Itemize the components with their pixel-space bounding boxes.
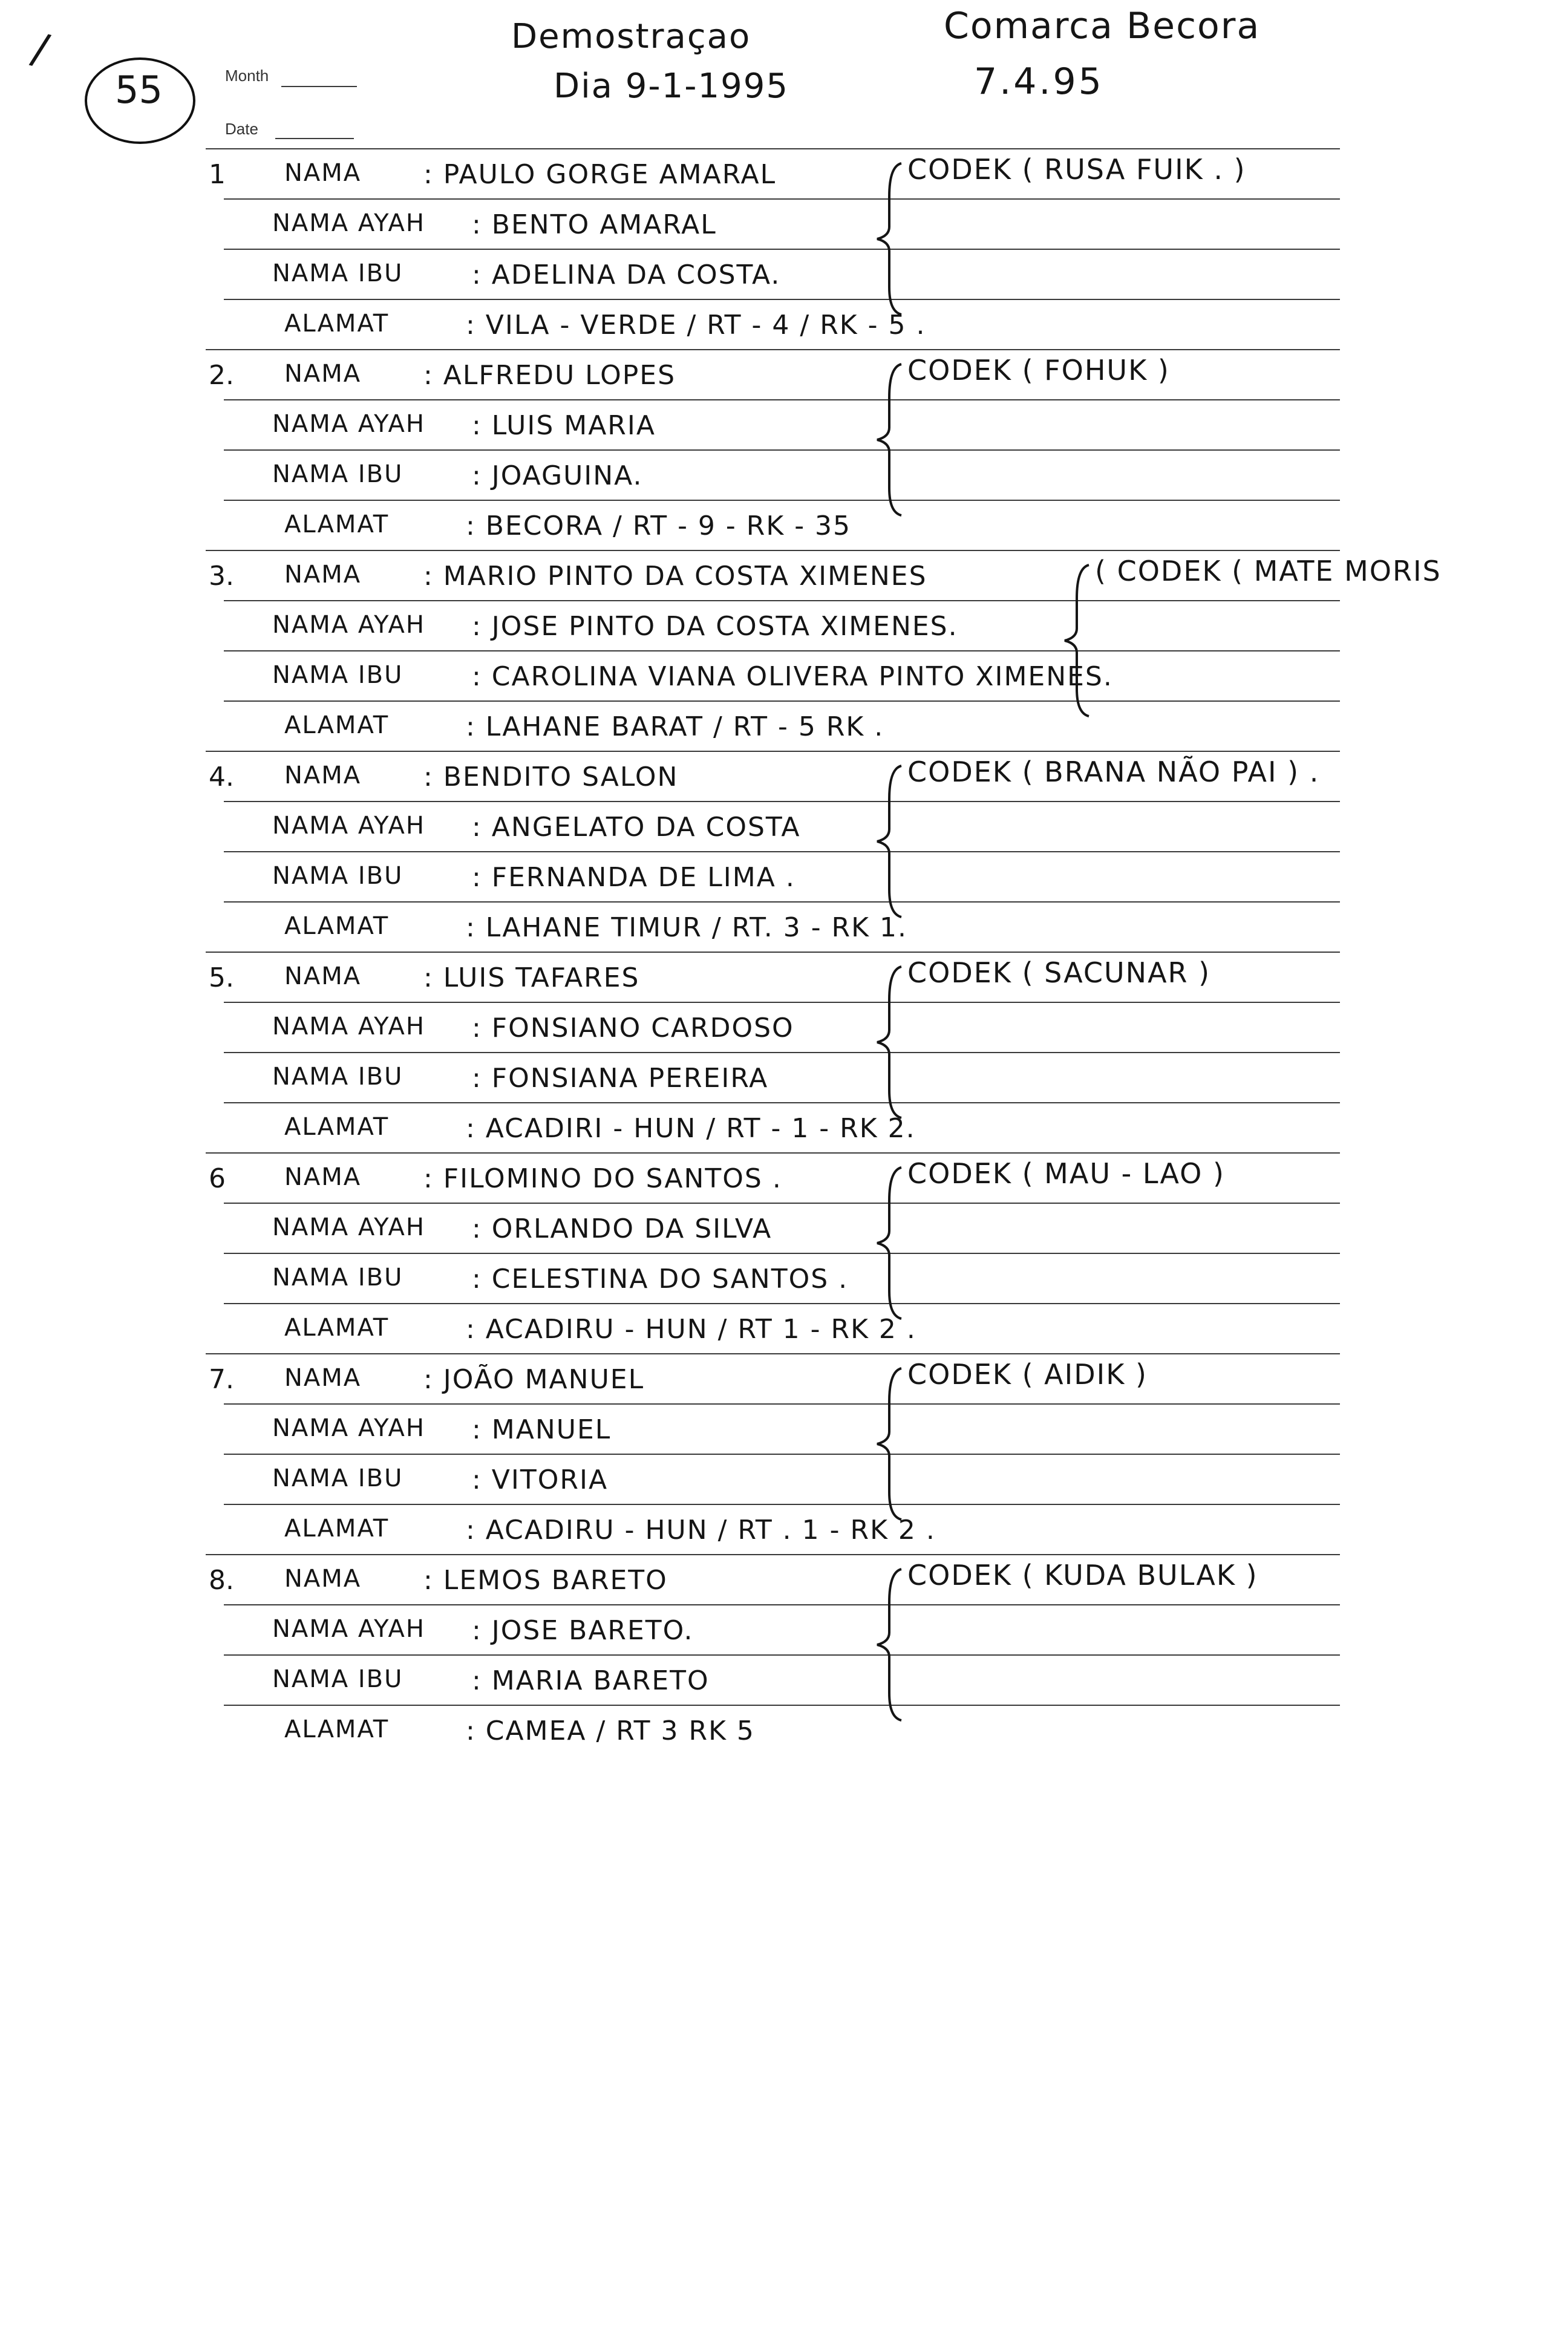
field-value-alamat: : ACADIRI - HUN / RT - 1 - RK 2. [466, 1113, 916, 1144]
field-value-alamat: : ACADIRU - HUN / RT . 1 - RK 2 . [466, 1515, 936, 1546]
field-value-alamat: : CAMEA / RT 3 RK 5 [466, 1716, 755, 1746]
field-label-alamat: ALAMAT [284, 1314, 390, 1342]
field-label-ibu: NAMA IBU [272, 1063, 403, 1091]
ruled-line [224, 901, 1340, 903]
ruled-line [206, 550, 1340, 551]
document-date: Dia 9-1-1995 [554, 67, 789, 106]
ruled-line [224, 1403, 1340, 1405]
ruled-line [224, 650, 1340, 651]
field-value-nama: : FILOMINO DO SANTOS . [423, 1163, 782, 1194]
field-label-ibu: NAMA IBU [272, 460, 403, 488]
ruled-line [224, 801, 1340, 802]
place-date: 7.4.95 [974, 60, 1104, 103]
field-value-alamat: : LAHANE TIMUR / RT. 3 - RK 1. [466, 912, 907, 943]
field-value-ibu: : CELESTINA DO SANTOS . [472, 1264, 849, 1295]
entry-index: 5. [209, 962, 234, 993]
field-value-nama: : LUIS TAFARES [423, 962, 640, 993]
field-value-ayah: : JOSE PINTO DA COSTA XIMENES. [472, 611, 958, 642]
codek-note: CODEK ( FOHUK ) [907, 354, 1170, 387]
ruled-line [224, 1504, 1340, 1505]
ruled-line [224, 249, 1340, 250]
ruled-line [224, 1253, 1340, 1254]
entry-index: 8. [209, 1565, 234, 1596]
date-label: Date [225, 120, 258, 138]
codek-note: CODEK ( KUDA BULAK ) [907, 1559, 1258, 1592]
field-label-nama: NAMA [284, 1364, 362, 1392]
field-value-nama: : ALFREDU LOPES [423, 360, 676, 391]
field-value-nama: : BENDITO SALON [423, 762, 679, 792]
field-value-alamat: : VILA - VERDE / RT - 4 / RK - 5 . [466, 310, 926, 341]
codek-note: CODEK ( SACUNAR ) [907, 956, 1211, 989]
field-label-nama: NAMA [284, 1565, 362, 1593]
ruled-line [224, 399, 1340, 400]
field-label-alamat: ALAMAT [284, 912, 390, 940]
ruled-line [224, 1052, 1340, 1053]
brace-mark [871, 361, 907, 518]
field-value-ayah: : JOSE BARETO. [472, 1615, 694, 1646]
circled-number-text: 55 [115, 68, 163, 112]
codek-note: CODEK ( AIDIK ) [907, 1358, 1148, 1391]
field-label-nama: NAMA [284, 159, 362, 187]
field-value-ibu: : JOAGUINA. [472, 460, 643, 491]
ruled-line [206, 952, 1340, 953]
field-label-nama: NAMA [284, 762, 362, 789]
field-label-ayah: NAMA AYAH [272, 1615, 425, 1643]
entry-index: 7. [209, 1364, 234, 1395]
field-value-ayah: : MANUEL [472, 1414, 612, 1445]
brace-mark [871, 1164, 907, 1322]
field-value-ayah: : FONSIANO CARDOSO [472, 1013, 794, 1043]
ruled-line [224, 449, 1340, 451]
brace-mark [871, 964, 907, 1121]
ruled-line [224, 1303, 1340, 1304]
ruled-line [224, 1102, 1340, 1103]
field-label-alamat: ALAMAT [284, 1113, 390, 1141]
field-value-alamat: : BECORA / RT - 9 - RK - 35 [466, 511, 852, 541]
ruled-line [224, 1654, 1340, 1656]
field-label-ayah: NAMA AYAH [272, 1414, 425, 1442]
ruled-line [206, 751, 1340, 752]
ruled-line [206, 349, 1340, 350]
ruled-line [206, 1353, 1340, 1354]
field-value-nama: : LEMOS BARETO [423, 1565, 668, 1596]
document-title: Demostraçao [511, 17, 751, 56]
field-value-ibu: : CAROLINA VIANA OLIVERA PINTO XIMENES. [472, 661, 1113, 692]
field-label-ayah: NAMA AYAH [272, 209, 425, 237]
codek-note: CODEK ( RUSA FUIK . ) [907, 153, 1246, 186]
field-value-ibu: : MARIA BARETO [472, 1665, 710, 1696]
field-label-ibu: NAMA IBU [272, 1264, 403, 1291]
field-value-ayah: : ORLANDO DA SILVA [472, 1213, 773, 1244]
field-value-ibu: : VITORIA [472, 1464, 609, 1495]
field-label-ayah: NAMA AYAH [272, 611, 425, 639]
codek-note: CODEK ( MAU - LAO ) [907, 1157, 1225, 1190]
codek-note: CODEK ( BRANA NÃO PAI ) . [907, 756, 1320, 788]
ruled-line [224, 500, 1340, 501]
field-value-ibu: : FONSIANA PEREIRA [472, 1063, 769, 1094]
ruled-line [224, 600, 1340, 601]
field-label-alamat: ALAMAT [284, 511, 390, 538]
brace-mark [871, 160, 907, 318]
brace-mark [871, 1566, 907, 1723]
ruled-line [224, 1203, 1340, 1204]
field-value-ibu: : FERNANDA DE LIMA . [472, 862, 795, 893]
field-value-ibu: : ADELINA DA COSTA. [472, 260, 781, 290]
ruled-line [224, 299, 1340, 300]
field-label-ayah: NAMA AYAH [272, 1213, 425, 1241]
field-value-nama: : PAULO GORGE AMARAL [423, 159, 777, 190]
entry-index: 1 [209, 159, 226, 190]
ruled-line [206, 1554, 1340, 1555]
entry-index: 3. [209, 561, 234, 592]
field-value-ayah: : BENTO AMARAL [472, 209, 717, 240]
ruled-line [206, 1152, 1340, 1154]
entry-index: 2. [209, 360, 234, 391]
ruled-line [224, 851, 1340, 852]
place-name: Comarca Becora [944, 5, 1261, 47]
field-value-nama: : MARIO PINTO DA COSTA XIMENES [423, 561, 927, 592]
field-label-nama: NAMA [284, 1163, 362, 1191]
field-label-ibu: NAMA IBU [272, 260, 403, 287]
entry-index: 4. [209, 762, 234, 792]
field-label-ibu: NAMA IBU [272, 862, 403, 890]
field-label-ibu: NAMA IBU [272, 661, 403, 689]
brace-mark [871, 1365, 907, 1523]
ruled-line [224, 700, 1340, 702]
field-label-ibu: NAMA IBU [272, 1665, 403, 1693]
field-label-nama: NAMA [284, 360, 362, 388]
ruled-line [224, 1002, 1340, 1003]
ruled-line [224, 198, 1340, 200]
month-underline [281, 86, 357, 87]
field-value-alamat: : ACADIRU - HUN / RT 1 - RK 2 . [466, 1314, 916, 1345]
margin-mark: / [27, 23, 54, 75]
entry-index: 6 [209, 1163, 226, 1194]
field-label-alamat: ALAMAT [284, 1716, 390, 1743]
field-label-ayah: NAMA AYAH [272, 1013, 425, 1040]
field-label-nama: NAMA [284, 561, 362, 589]
field-label-alamat: ALAMAT [284, 711, 390, 739]
ruled-line [206, 148, 1340, 149]
field-label-nama: NAMA [284, 962, 362, 990]
field-label-alamat: ALAMAT [284, 310, 390, 338]
field-label-ibu: NAMA IBU [272, 1464, 403, 1492]
field-value-ayah: : LUIS MARIA [472, 410, 656, 441]
field-value-alamat: : LAHANE BARAT / RT - 5 RK . [466, 711, 884, 742]
field-label-ayah: NAMA AYAH [272, 812, 425, 840]
ruled-line [224, 1705, 1340, 1706]
brace-mark [871, 763, 907, 920]
ruled-line [224, 1604, 1340, 1605]
codek-note: ( CODEK ( MATE MORIS [1095, 555, 1442, 587]
ruled-line [224, 1454, 1340, 1455]
field-value-ayah: : ANGELATO DA COSTA [472, 812, 801, 843]
field-value-nama: : JOÃO MANUEL [423, 1364, 645, 1395]
field-label-alamat: ALAMAT [284, 1515, 390, 1543]
month-label: Month [225, 67, 269, 85]
brace-mark [1059, 562, 1095, 719]
field-label-ayah: NAMA AYAH [272, 410, 425, 438]
date-underline [275, 138, 354, 139]
